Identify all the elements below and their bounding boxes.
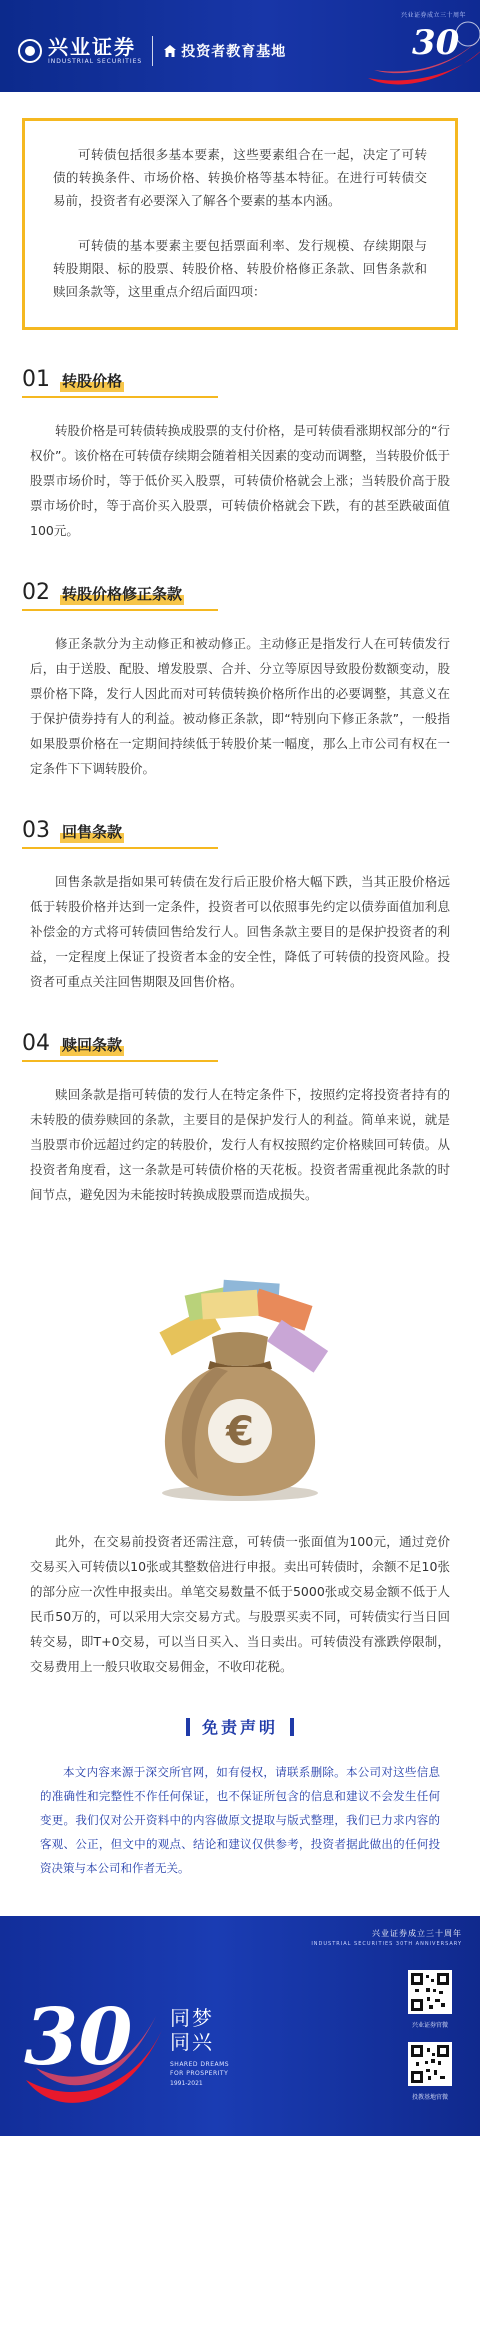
- investor-education-label: 投资者教育基地: [181, 44, 287, 60]
- slogan-en-2: FOR PROSPERITY: [170, 2070, 229, 2077]
- disclaimer-bar-left: [186, 1718, 190, 1736]
- section-conversion-price: [22, 358, 458, 543]
- section-heading: [22, 358, 458, 392]
- qr-pattern: [411, 1973, 449, 2011]
- trading-notes-paragraph: 此外，在交易前投资者还需注意，可转债一张面值为100元，通过竞价交易买入可转债以10张或其整数倍进行申报。卖出可转债时，余额不足10张的部分应一次性申报卖出。单笔交易数量不低于5000张或交易金额不低于人民币50万的，可以采用大宗交易方式。与股票买卖不同，可转债实行当日回转交易，即T+0交易，可以当日买入、当日卖出。可转债没有涨跌停限制，交易费用上一般只收取交易佣金，不收印花税。: [30, 1534, 450, 1674]
- section-heading: [22, 571, 458, 605]
- qr-code-icon[interactable]: [408, 2042, 452, 2086]
- section-number: 04: [22, 1031, 50, 1056]
- section-title: 转股价格修正条款: [62, 585, 183, 603]
- euro-symbol: €: [226, 1409, 254, 1455]
- section-title: 转股价格: [62, 372, 123, 390]
- anniversary-tag: 兴业证券成立三十周年: [400, 12, 466, 19]
- section-underline: [22, 396, 218, 398]
- slogan-years: 1991-2021: [170, 2080, 203, 2087]
- slogan-line-1: 同梦: [170, 2006, 214, 2030]
- svg-text:30: 30: [412, 23, 460, 63]
- disclaimer-body: 本文内容来源于深交所官网，如有侵权，请联系删除。本公司对这些信息的准确性和完整性不作任何保证，也不保证所包含的信息和建议不会发生任何变更。我们仅对公开资料中的内容做原文提取与版式整理，我们已力求内容的客观、公正，但文中的观点、结论和建议仅供参考，投资者据此做出的任何投资决策与本公司和作者无关。: [40, 1765, 440, 1875]
- section-body: 赎回条款是指可转债的发行人在特定条件下，按照约定将投资者持有的未转股的债券赎回的条款，主要目的是保护发行人的利益。简单来说，就是当股票市价远超过约定的转股价，发行人有权按照约定价格赎回可转债。从投资者角度看，这一条款是可转债价格的天花板。投资者需重视此条款的时间节点，避免因为未能按时转换成股票而造成损失。: [30, 1087, 450, 1202]
- section-call-clause: [22, 1022, 458, 1207]
- footer-anniversary-en: INDUSTRIAL SECURITIES 30TH ANNIVERSARY: [311, 1941, 462, 1947]
- brand-logo: [18, 36, 286, 66]
- header-divider: [152, 36, 153, 66]
- section-underline: [22, 1060, 218, 1062]
- illustration: [0, 1267, 480, 1507]
- home-icon: [163, 44, 177, 58]
- qr-pattern: [411, 2045, 449, 2083]
- qr-1-label: 兴业证券官微: [411, 2022, 448, 2029]
- footer-anniversary: [311, 1928, 462, 1947]
- disclaimer-heading: [0, 1715, 480, 1738]
- section-underline: [22, 609, 218, 611]
- section-number: 01: [22, 367, 50, 392]
- section-underline: [22, 847, 218, 849]
- slogan-line-2: 同兴: [170, 2030, 214, 2054]
- money-bag-euro-icon: [120, 1267, 360, 1507]
- section-body: 转股价格是可转债转换成股票的支付价格，是可转债看涨期权部分的“行权价”。该价格在可转债存续期会随着相关因素的变动而调整，当转股价低于股票市场价时，等于低价买入股票，可转债价格就会上涨；当转股价高于股票市场价时，等于高价买入股票，可转债价格就会下跌，有的甚至跌破面值100元。: [30, 423, 450, 538]
- slogan-en-1: SHARED DREAMS: [170, 2061, 230, 2068]
- anniversary-30-logo: [16, 1960, 166, 2120]
- section-heading: [22, 809, 458, 843]
- qr-code-icon[interactable]: [408, 1970, 452, 2014]
- section-title: 回售条款: [62, 823, 123, 841]
- intro-paragraph-1: 可转债包括很多基本要素，这些要素组合在一起，决定了可转债的转换条件、市场价格、转换价格等基本特征。在进行可转债交易前，投资者有必要深入了解各个要素的基本内涵。: [53, 147, 427, 208]
- intro-paragraph-2: 可转债的基本要素主要包括票面利率、发行规模、存续期限与转股期限、标的股票、转股价格、转股价格修正条款、回售条款和赎回条款等，这里重点介绍后面四项：: [53, 238, 427, 299]
- industrial-securities-logo-icon: [18, 39, 42, 63]
- disclaimer-title: 免责声明: [201, 1718, 278, 1737]
- section-number: 03: [22, 818, 50, 843]
- section-title: 赎回条款: [62, 1036, 123, 1054]
- section-put-clause: [22, 809, 458, 994]
- intro-box: [22, 118, 458, 330]
- brand-name: 兴业证券: [48, 35, 136, 59]
- header-banner: [0, 0, 480, 92]
- footer-slogan: [170, 2006, 229, 2087]
- brand-name-en: INDUSTRIAL SECURITIES: [48, 58, 143, 65]
- qr-2-label: 投教基地官微: [411, 2094, 448, 2101]
- section-price-revision: [22, 571, 458, 781]
- footer-banner: [0, 1916, 480, 2136]
- disclaimer-bar-right: [290, 1718, 294, 1736]
- svg-text:30: 30: [24, 1992, 133, 2083]
- section-body: 修正条款分为主动修正和被动修正。主动修正是指发行人在可转债发行后，由于送股、配股、增发股票、合并、分立等原因导致股份数额变动，股票价格下降，发行人因此而对可转债转换价格所作出的必要调整，其意义在于保护债券持有人的利益。被动修正条款，即“特别向下修正条款”，一般指如果股票价格在一定期间持续低于转股价某一幅度，那么上市公司有权在一定条件下下调转股价。: [30, 636, 450, 776]
- anniversary-30-emblem: [360, 8, 480, 92]
- footer-anniversary-cn: 兴业证券成立三十周年: [372, 1929, 462, 1938]
- section-body: 回售条款是指如果可转债在发行后正股价格大幅下跌，当其正股价格远低于转股价格并达到一定条件，投资者可以依照事先约定以债券面值加利息补偿金的方式将可转债回售给发行人。回售条款主要目的是保护投资者的利益，一定程度上保证了投资者本金的安全性，降低了可转债的投资风险。投资者可重点关注回售期限及回售价格。: [30, 874, 450, 989]
- section-heading: [22, 1022, 458, 1056]
- section-number: 02: [22, 580, 50, 605]
